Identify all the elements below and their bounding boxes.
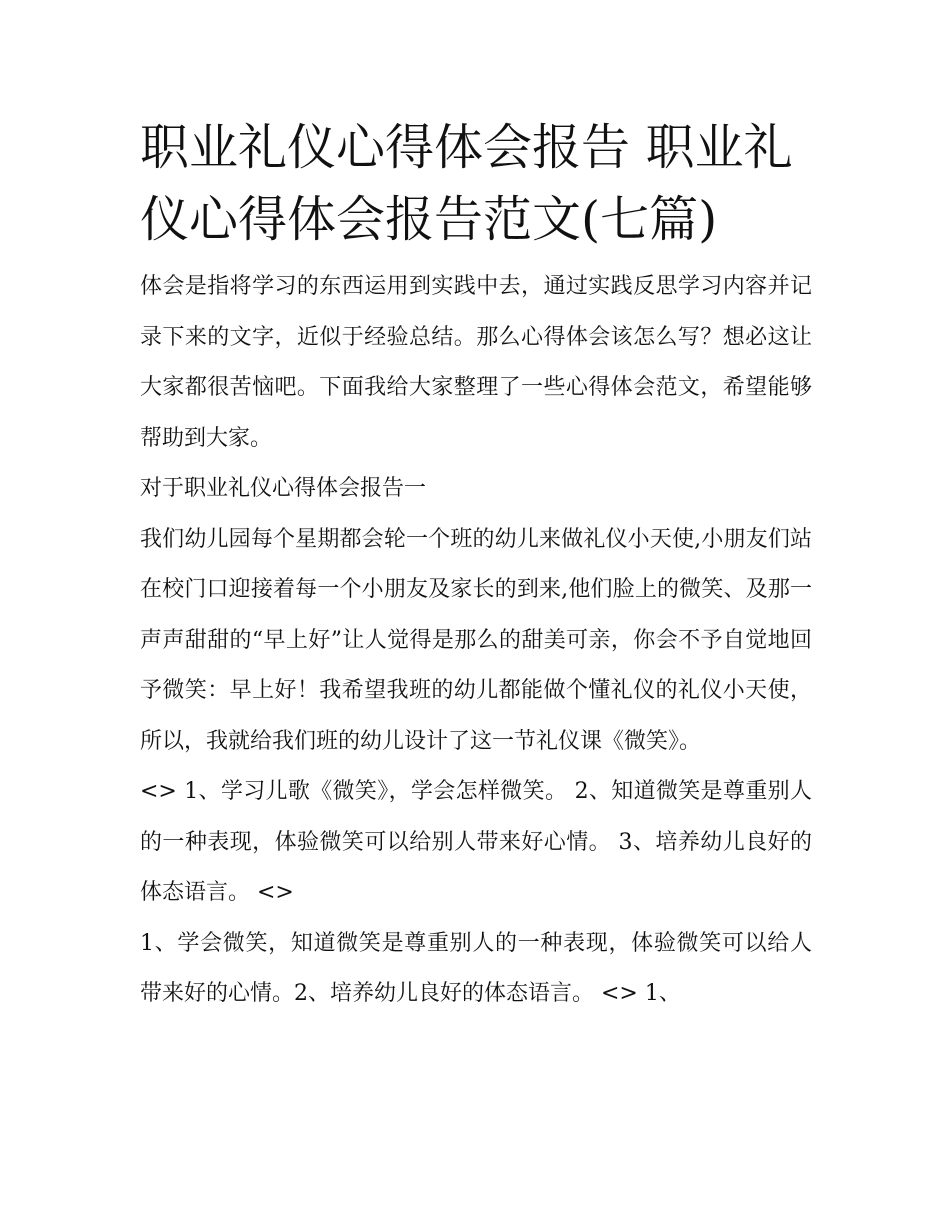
goals-paragraph: <> 1、学习儿歌《微笑》，学会怎样微笑。 2、知道微笑是尊重别人的一种表现，体验微笑可以给别人带来好心情。 3、培养幼儿良好的体态语言。 <> (140, 779, 812, 905)
body-paragraph: 我们幼儿园每个星期都会轮一个班的幼儿来做礼仪小天使,小朋友们站在校门口迎接着每一个小朋友及家长的到来,他们脸上的微笑、及那一声声甜甜的“早上好”让人觉得是那么的甜美可亲，你会不予自觉地回予微笑：早上好！我希望我班的幼儿都能做个懂礼仪的礼仪小天使，所以，我就给我们班的幼儿设计了这一节礼仪课《微笑》。 (140, 526, 812, 754)
key-points-paragraph: 1、学会微笑，知道微笑是尊重别人的一种表现，体验微笑可以给人带来好的心情。2、培养幼儿良好的体态语言。 <> 1、 (140, 930, 812, 1006)
document-title: 职业礼仪心得体会报告 职业礼仪心得体会报告范文(七篇) (140, 119, 793, 248)
document-body (140, 112, 812, 1020)
intro-paragraph: 体会是指将学习的东西运用到实践中去，通过实践反思学习内容并记录下来的文字，近似于经验总结。那么心得体会该怎么写？想必这让大家都很苦恼吧。下面我给大家整理了一些心得体会范文，希望能够帮助到大家。 (140, 274, 812, 451)
section-heading: 对于职业礼仪心得体会报告一 (140, 476, 427, 501)
